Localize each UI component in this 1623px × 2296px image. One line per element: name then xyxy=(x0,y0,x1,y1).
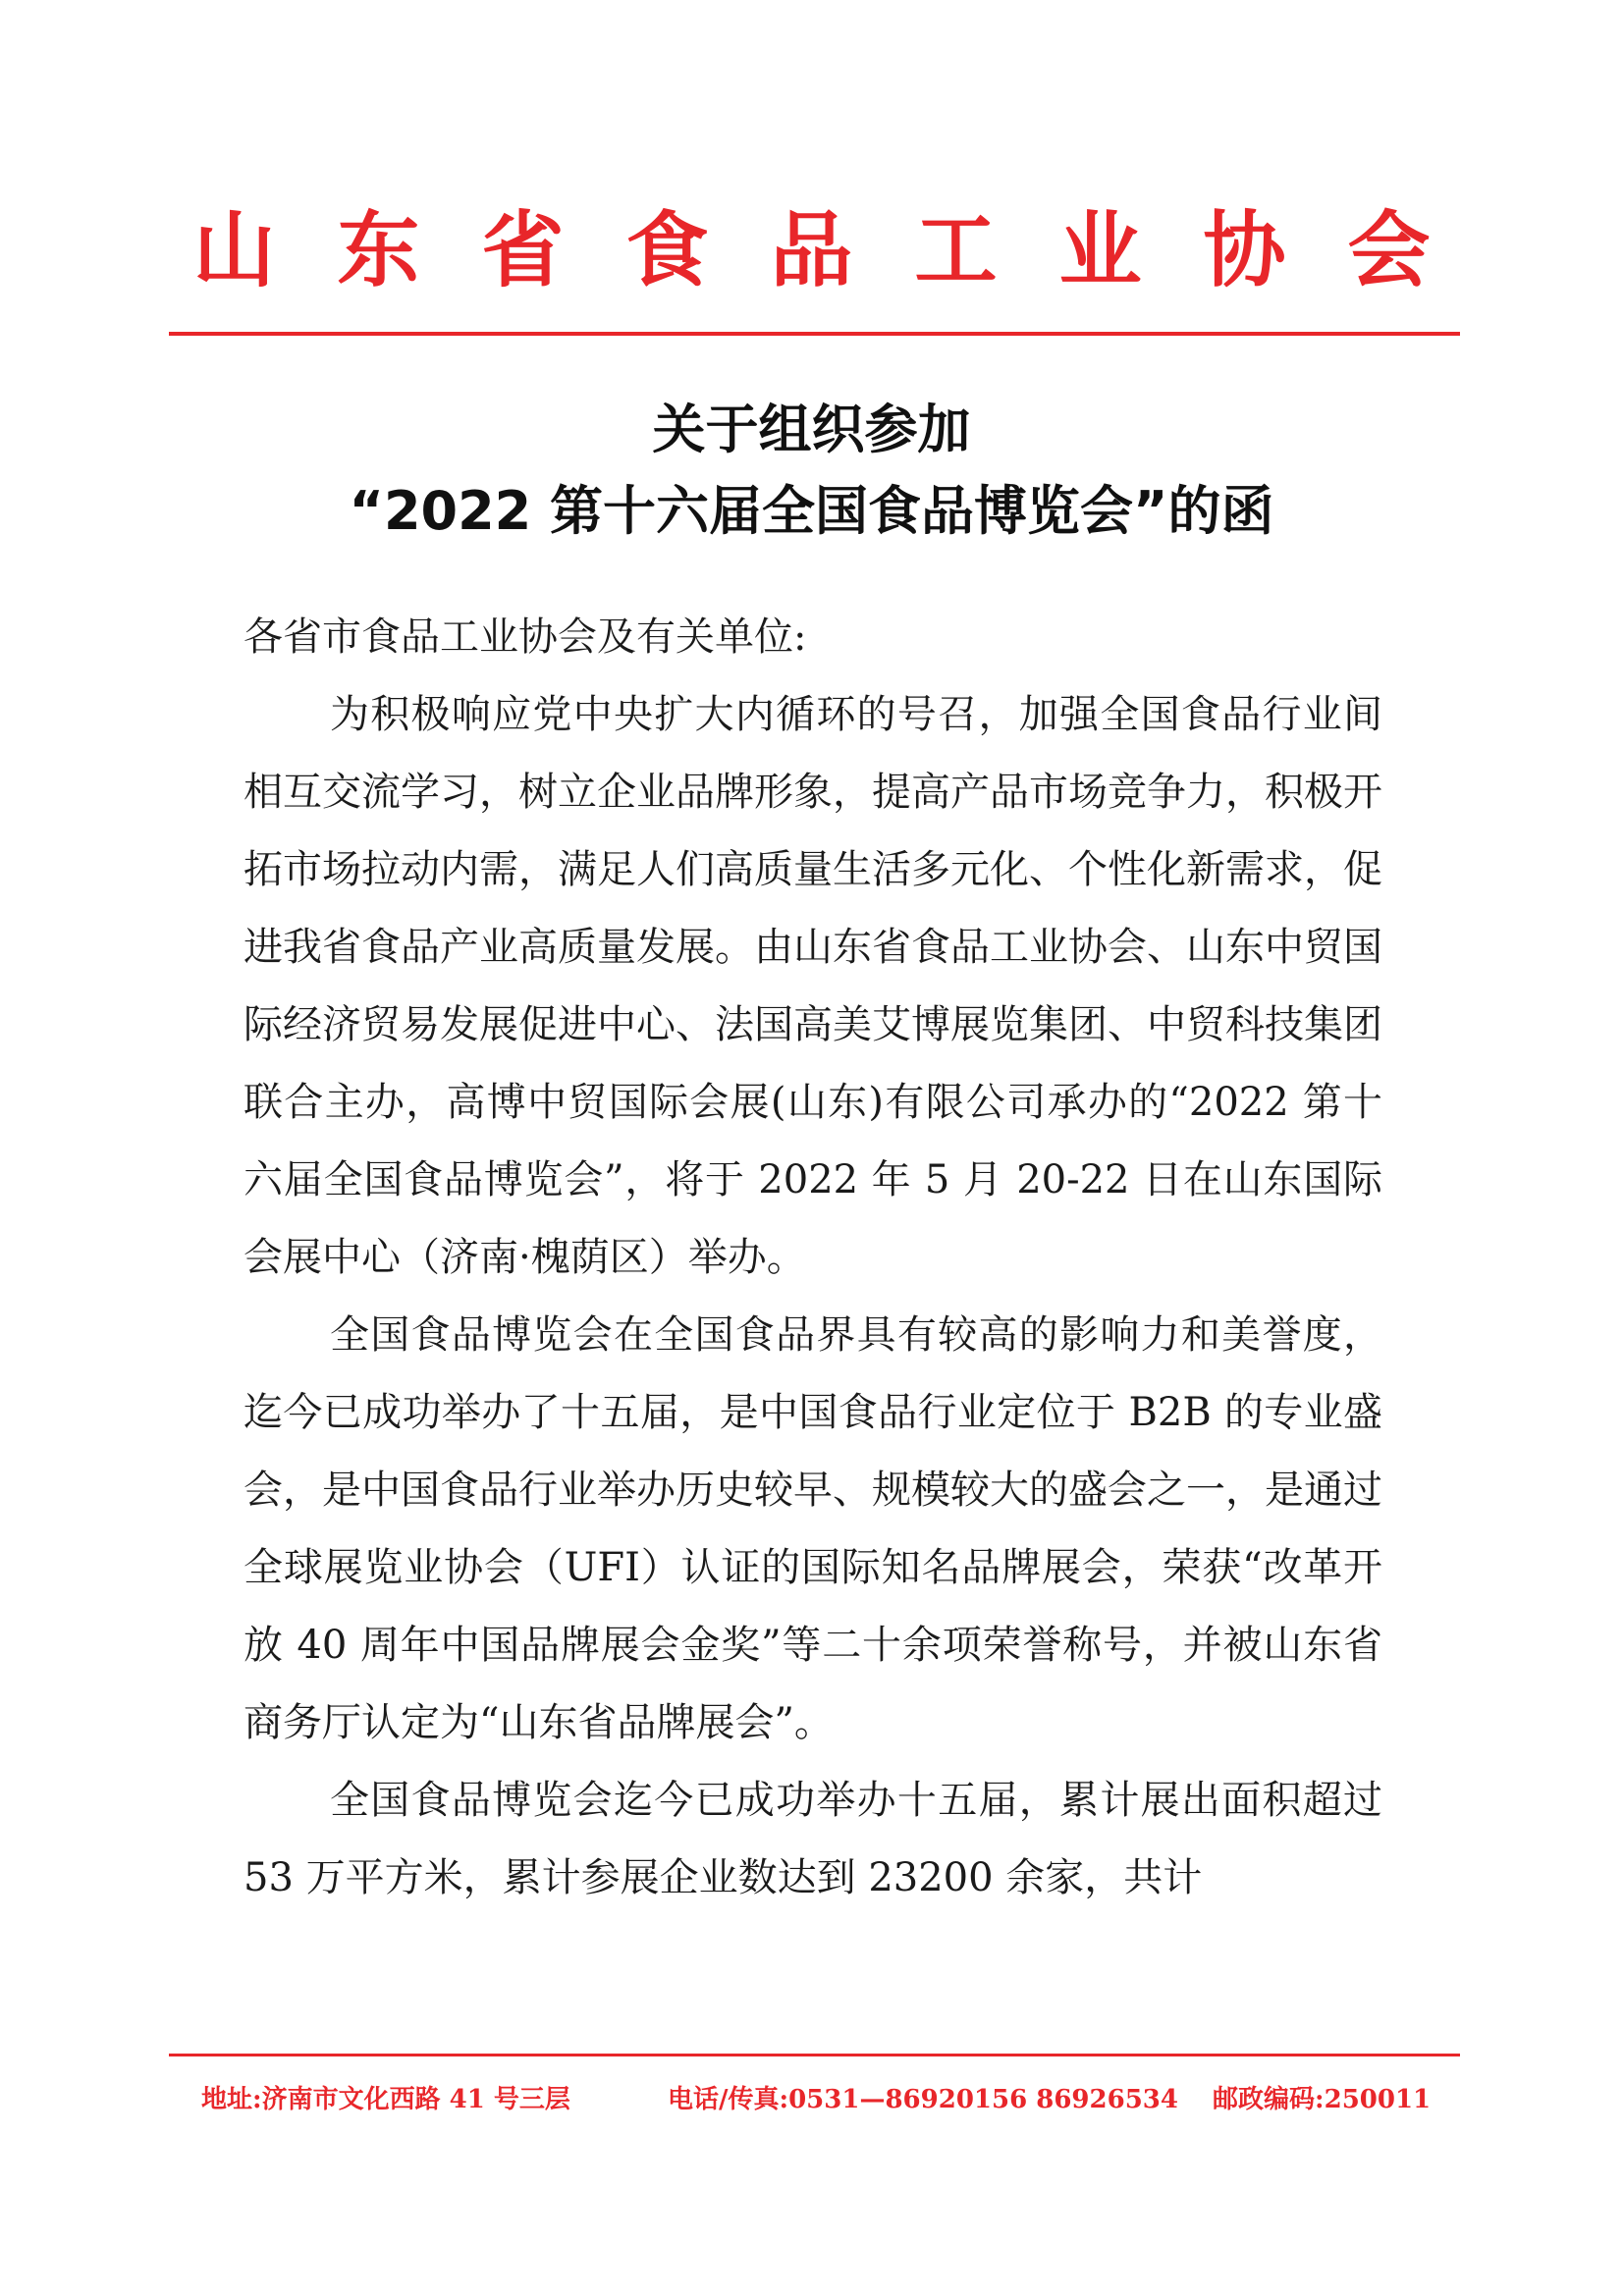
letterhead-divider xyxy=(169,332,1460,336)
footer-divider xyxy=(169,2054,1460,2056)
footer-address: 地址:济南市文化西路 41 号三层 xyxy=(201,2085,570,2114)
letterhead-org-name: 山东省食品工业协会 xyxy=(192,201,1492,298)
footer xyxy=(0,2079,1623,2118)
salutation: 各省市食品工业协会及有关单位: xyxy=(243,614,807,660)
letter-body xyxy=(243,599,1382,1917)
footer-postal-code: 邮政编码:250011 xyxy=(1213,2085,1432,2114)
paragraph-2: 全国食品博览会在全国食品界具有较高的影响力和美誉度，迄今已成功举办了十五届，是中国食品行业定位于 B2B 的专业盛会，是中国食品行业举办历史较早、规模较大的盛会之一，是通过全球展览业协会（UFI）认证的国际知名品牌展会，荣获“改革开放 40 周年中国品牌展会金奖”等二十余项荣誉称号，并被山东省商务厅认定为“山东省品牌展会”。 xyxy=(243,1312,1382,1745)
footer-phone-fax: 电话/传真:0531—86920156 86926534 xyxy=(668,2085,1178,2114)
document-title-line-2: “2022 第十六届全国食品博览会”的函 xyxy=(349,480,1274,542)
paragraph-3: 全国食品博览会迄今已成功举办十五届，累计展出面积超过 53 万平方米，累计参展企业数达到 23200 余家，共计 xyxy=(243,1778,1382,1900)
paragraph-1: 为积极响应党中央扩大内循环的号召，加强全国食品行业间相互交流学习，树立企业品牌形象，提高产品市场竞争力，积极开拓市场拉动内需，满足人们高质量生活多元化、个性化新需求，促进我省食品产业高质量发展。由山东省食品工业协会、山东中贸国际经济贸易发展促进中心、法国高美艾博展览集团、中贸科技集团联合主办，高博中贸国际会展(山东)有限公司承办的“2022 第十六届全国食品博览会”，将于 2022 年 5 月 20-22 日在山东国际会展中心（济南·槐荫区）举办。 xyxy=(243,692,1382,1280)
document-title-line-1: 关于组织参加 xyxy=(652,399,971,460)
